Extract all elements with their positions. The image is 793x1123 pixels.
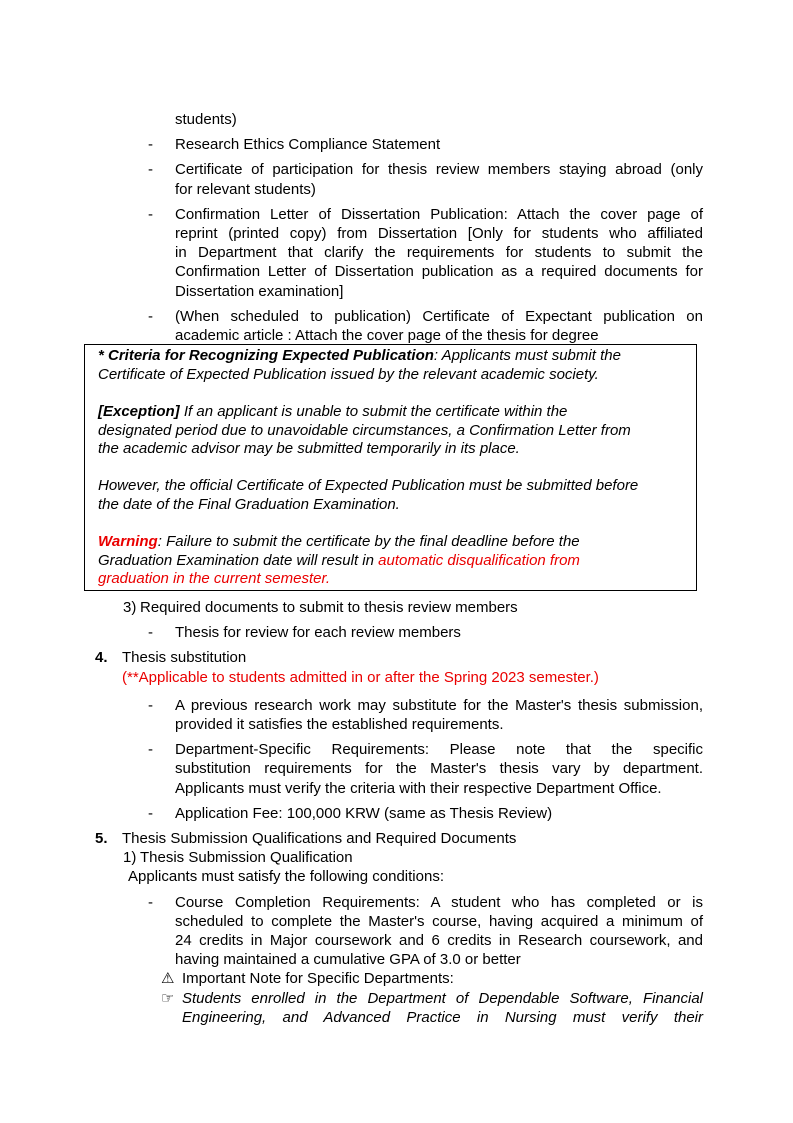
text-line (175, 931, 703, 950)
text-lines (140, 848, 703, 867)
text-run: designated period due to unavoidable circumstances, a Confirmation Letter from (98, 421, 631, 439)
doc-block-plain-sub (85, 867, 703, 886)
text-line (175, 224, 703, 243)
text-lines (122, 648, 703, 686)
text-run: Certificate of Expected Publication issued by the relevant academic society. (98, 365, 599, 383)
text-line (122, 829, 703, 848)
text-lines (175, 307, 703, 345)
text-run: substitution requirements for the Master's thesis vary by department. (175, 760, 703, 778)
text-line (182, 1008, 703, 1027)
text-run: Thesis for review for each review members (175, 624, 461, 642)
text-lines (175, 205, 703, 301)
dash-bullet: - (148, 161, 153, 179)
text-run: (When scheduled to publication) Certificate of Expectant publication on (175, 307, 703, 325)
text-run: having maintained a cumulative GPA of 3.0 or better (175, 951, 521, 969)
text-run: Students enrolled in the Department of Dependable Software, Financial (182, 989, 703, 1007)
text-run: provided it satisfies the established requirements. (175, 715, 504, 733)
text-lines (182, 989, 703, 1027)
text-lines (140, 598, 703, 617)
text-line (98, 552, 686, 571)
doc-block-dash (85, 893, 703, 970)
doc-block-dash (85, 205, 703, 301)
text-line (175, 912, 703, 931)
text-lines (175, 623, 703, 642)
text-run: However, the official Certificate of Expected Publication must be submitted before (98, 477, 639, 495)
doc-block-num (85, 829, 703, 848)
text-run: Dissertation examination] (175, 282, 344, 300)
warning-icon: ⚠︎ (161, 970, 175, 988)
text-line (175, 135, 703, 154)
text-lines (175, 740, 703, 798)
text-line (98, 366, 686, 385)
text-run: Applicants must satisfy the following conditions: (128, 868, 444, 886)
text-line (175, 307, 703, 326)
finger-icon: ☞ (161, 989, 175, 1007)
text-run: * Criteria for Recognizing Expected Publication (98, 347, 434, 365)
text-run: Applicants must verify the criteria with their respective Department Office. (175, 779, 662, 797)
text-line (98, 477, 686, 496)
text-run: : Applicants must submit the (433, 347, 621, 365)
text-run: A previous research work may substitute for the Master's thesis submission, (175, 696, 703, 714)
doc-block-dash (85, 804, 703, 823)
text-run: Thesis Submission Qualifications and Required Documents (122, 829, 517, 847)
text-line (175, 326, 703, 345)
text-line (175, 804, 703, 823)
text-line (140, 848, 703, 867)
text-lines (122, 829, 703, 848)
text-line (175, 759, 703, 778)
text-run: Warning (98, 533, 158, 551)
doc-block-dash (85, 307, 703, 345)
text-run: students) (175, 111, 237, 128)
text-run: Research Ethics Compliance Statement (175, 136, 441, 154)
text-lines (175, 110, 703, 129)
text-line (175, 893, 703, 912)
doc-block-icon (85, 969, 703, 988)
text-line (175, 779, 703, 798)
text-line (175, 623, 703, 642)
text-line (175, 160, 703, 179)
doc-block-icon (85, 989, 703, 1027)
text-line (175, 243, 703, 262)
item-number: 5. (95, 829, 108, 847)
doc-block-dash (85, 623, 703, 642)
text-run: the academic advisor may be submitted temporarily in its place. (98, 440, 520, 458)
text-lines (175, 160, 703, 198)
text-line (175, 740, 703, 759)
text-line (98, 496, 686, 515)
dash-bullet: - (148, 804, 153, 822)
dash-bullet: - (148, 624, 153, 642)
text-line (98, 384, 686, 403)
text-run: reprint (printed copy) from Dissertation [Only for students who affiliated (175, 225, 703, 243)
text-run: automatic disqualification from (378, 551, 580, 569)
text-run: : Failure to submit the certificate by the final deadline before the (157, 533, 580, 551)
text-run: the date of the Final Graduation Examination. (98, 495, 400, 513)
dash-bullet: - (148, 136, 153, 154)
text-line (182, 989, 703, 1008)
text-run: Department-Specific Requirements: Please note that the specific (175, 741, 703, 759)
text-run: Application Fee: 100,000 KRW (same as Thesis Review) (175, 804, 553, 822)
text-lines (175, 804, 703, 823)
text-lines (175, 893, 703, 970)
text-run: If an applicant is unable to submit the certificate within the (179, 403, 568, 421)
criteria-note-box (84, 344, 697, 591)
text-line (175, 696, 703, 715)
text-line (175, 950, 703, 969)
dash-bullet: - (148, 205, 153, 223)
dash-bullet: - (148, 307, 153, 325)
text-lines (128, 867, 703, 886)
dash-bullet: - (148, 893, 153, 911)
text-line (98, 515, 686, 534)
text-run: academic article : Attach the cover page of the thesis for degree (175, 327, 599, 345)
text-line (175, 262, 703, 281)
text-run: Important Note for Specific Departments: (182, 970, 454, 988)
doc-block-plain-dashtext (85, 110, 703, 129)
doc-block-num (85, 648, 703, 686)
text-line (98, 440, 686, 459)
dash-bullet: - (148, 741, 153, 759)
text-line (175, 180, 703, 199)
text-run: in Department that clarify the requirements for students to submit the (175, 244, 703, 262)
item-number: 3) (123, 598, 137, 616)
text-run: Confirmation Letter of Dissertation Publication: Attach the cover page of (175, 205, 703, 223)
doc-block-subnum (85, 598, 703, 617)
text-run: Engineering, and Advanced Practice in Nursing must verify their (182, 1008, 703, 1026)
text-run: [Exception] (98, 403, 180, 421)
text-line (175, 715, 703, 734)
text-line (98, 403, 686, 422)
text-run: scheduled to complete the Master's course, having acquired a minimum of (175, 912, 703, 930)
text-run: for relevant students) (175, 180, 316, 198)
text-run: (**Applicable to students admitted in or after the Spring 2023 semester.) (122, 668, 599, 686)
doc-block-dash (85, 696, 703, 734)
doc-block-dash (85, 135, 703, 154)
text-line (175, 205, 703, 224)
text-line (98, 570, 686, 589)
text-line (175, 282, 703, 301)
doc-block-subnum (85, 848, 703, 867)
text-line (140, 598, 703, 617)
text-line (128, 867, 703, 886)
text-lines (175, 696, 703, 734)
text-run: 24 credits in Major coursework and 6 credits in Research coursework, and (175, 932, 703, 949)
text-line (98, 533, 686, 552)
text-run: Thesis Submission Qualification (140, 849, 353, 867)
text-lines (98, 347, 686, 589)
text-run: Certificate of participation for thesis review members staying abroad (only (175, 161, 703, 179)
text-run: graduation in the current semester. (98, 570, 331, 588)
text-run: Thesis substitution (122, 649, 247, 667)
text-line (98, 422, 686, 441)
text-line (98, 459, 686, 478)
text-line (175, 110, 703, 129)
text-line (182, 969, 703, 988)
document-body (85, 110, 703, 1033)
dash-bullet: - (148, 696, 153, 714)
doc-block-dash (85, 740, 703, 798)
item-number: 4. (95, 649, 108, 667)
item-number: 1) (123, 849, 137, 867)
text-line (122, 648, 703, 667)
text-run: Required documents to submit to thesis review members (140, 598, 518, 616)
text-run: Course Completion Requirements: A student who has completed or is (175, 893, 703, 911)
text-line (98, 347, 686, 366)
text-lines (182, 969, 703, 988)
text-run: Confirmation Letter of Dissertation publication as a required documents for (175, 263, 703, 281)
doc-block-dash (85, 160, 703, 198)
text-lines (175, 135, 703, 154)
text-run: Graduation Examination date will result in (98, 551, 379, 569)
text-line (122, 668, 703, 687)
